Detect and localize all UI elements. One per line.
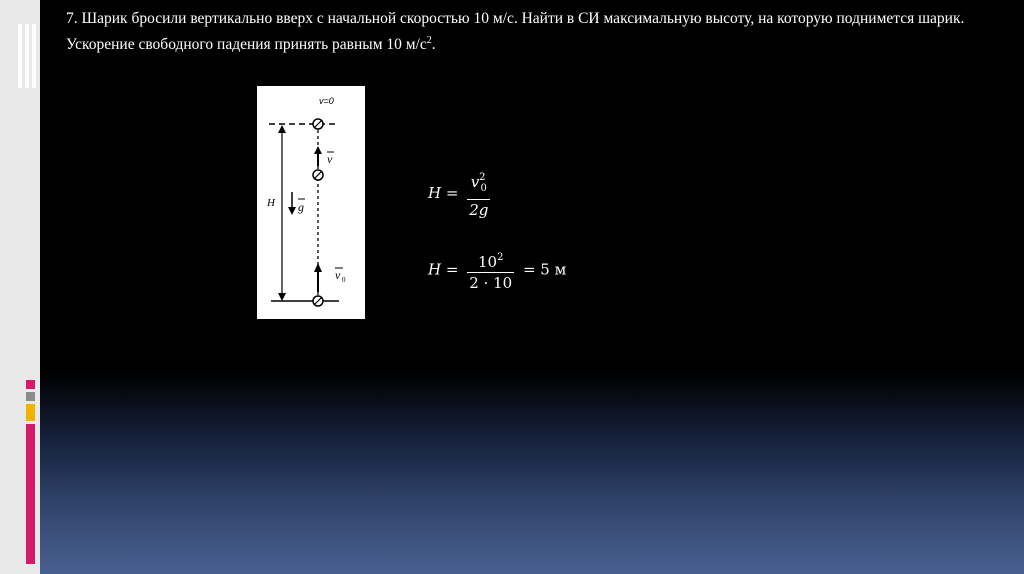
decorative-bar-long (26, 424, 35, 564)
decorative-square (26, 380, 35, 389)
decorative-square (26, 404, 35, 421)
decorative-bar (25, 24, 29, 88)
formula-calculation (428, 248, 566, 293)
velocity-label: v (327, 152, 333, 166)
decorative-square (26, 392, 35, 401)
decorative-bar (18, 24, 22, 88)
formula-lhs: H (428, 184, 442, 202)
fraction: $\frac{v^2_0}{2g}$ (467, 168, 490, 220)
formula-max-height (428, 168, 494, 220)
physics-diagram (257, 86, 365, 319)
ball-bottom (313, 296, 323, 306)
fraction: $\frac{10^2}{2 \cdot 10}$ (467, 248, 514, 293)
gravity-label: g (298, 200, 304, 214)
problem-statement: 7. Шарик бросили вертикально вверх с начальной скоростью 10 м/с. Найти в СИ максимальную высоту, на которую поднимется шарик. Ускорение свободного падения принять равным 10 $м/с^2$. (66, 10, 965, 53)
ball-top (313, 119, 323, 129)
ball-middle (313, 170, 323, 180)
equals-sign: = (445, 260, 459, 279)
height-label: H (267, 197, 275, 209)
decorative-bar (32, 24, 36, 88)
equals-sign: = (445, 184, 459, 202)
initial-velocity-subscript: 0 (342, 276, 346, 284)
top-velocity-label: v=0 (319, 96, 334, 106)
formula-lhs: H (428, 260, 442, 279)
formula-result: = 5 м (522, 260, 567, 279)
initial-velocity-label: v (335, 268, 341, 282)
